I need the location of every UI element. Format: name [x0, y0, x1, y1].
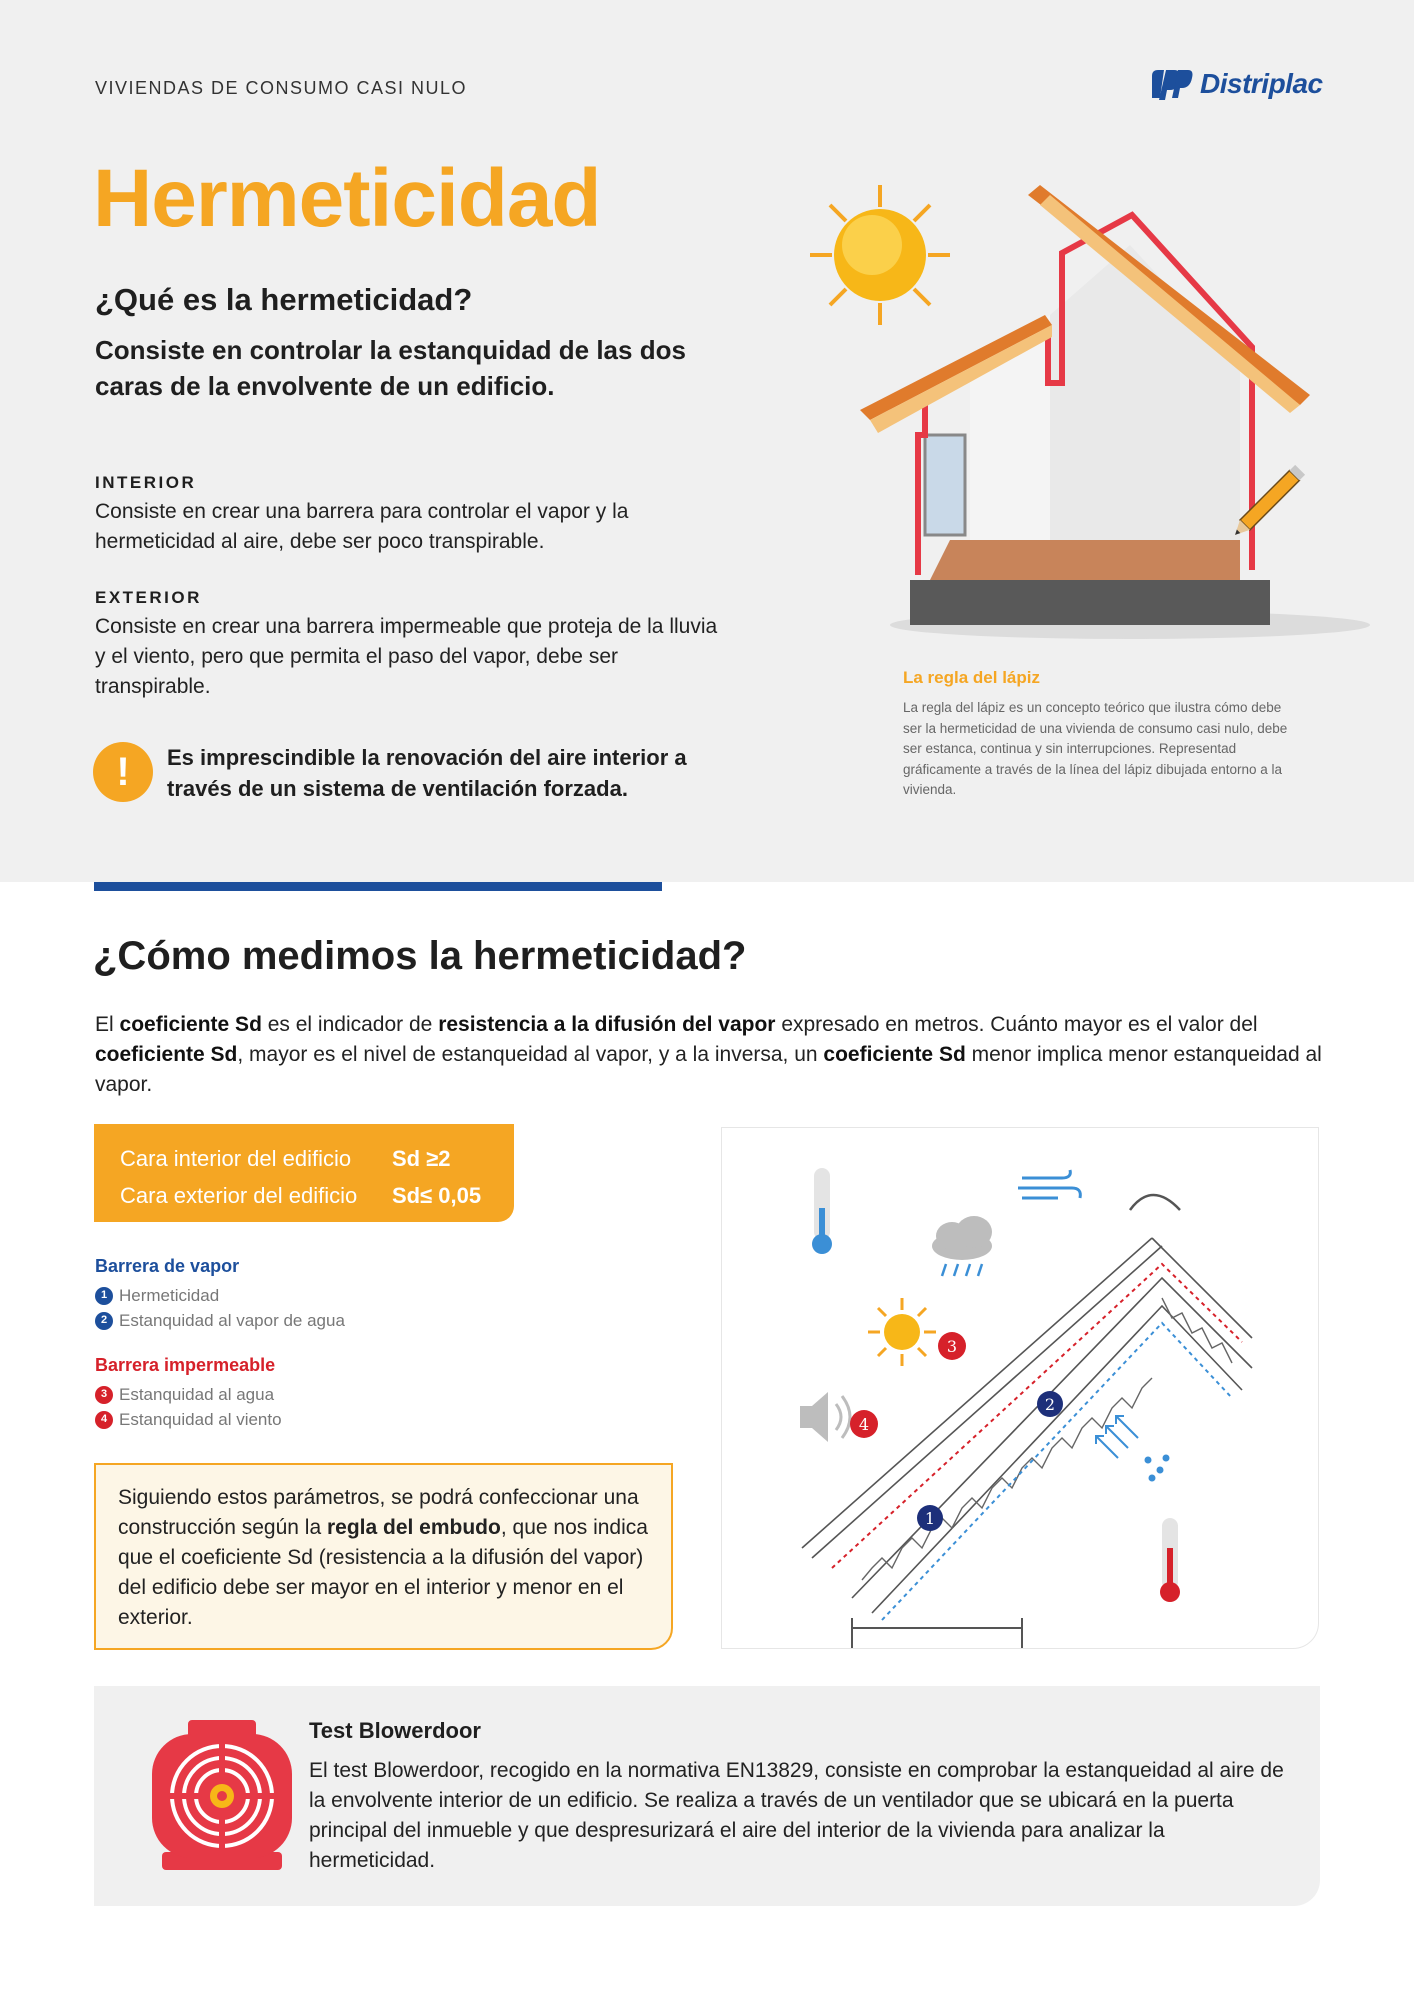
warning-text: Es imprescindible la renovación del aire interior a través de un sistema de ventilación forzada. — [167, 745, 687, 801]
logo-text: Distriplac — [1200, 68, 1323, 99]
thermometer-cold-icon — [812, 1168, 832, 1254]
vapor-barrier-title: Barrera de vapor — [95, 1256, 240, 1276]
pencil-rule-text: La regla del lápiz es un concepto teórico que ilustra cómo debe ser la hermeticidad de una vivienda de consumo casi nulo, debe ser estanca, continua y sin interrupciones. Representad gráficamente a través de la línea del lápiz dibujada entorno a la vivienda. — [903, 700, 1288, 797]
legend-item: 3 Estanquidad al agua — [95, 1382, 515, 1407]
sd-values-box — [94, 1124, 514, 1222]
svg-text:2: 2 — [1044, 1395, 1056, 1414]
measure-intro: El coeficiente Sd es el indicador de resistencia a la difusión del vapor expresado en metros. Cuánto mayor es el valor del coeficiente Sd, mayor es el nivel de estanqueidad al vapor, y a la inversa, un coeficiente Sd menor implica menor estanqueidad al vapor. — [95, 1013, 1322, 1096]
exterior-label: EXTERIOR — [95, 588, 202, 607]
roof-diagram-panel — [721, 1127, 1319, 1649]
vapor-arrows-icon — [1096, 1416, 1169, 1481]
pencil-rule-caption — [903, 668, 1303, 801]
roof-section-diagram — [722, 1128, 1320, 1650]
warning-callout — [93, 742, 733, 804]
house-illustration — [800, 185, 1370, 645]
vapor-barrier-legend — [95, 1256, 515, 1333]
blowerdoor-text: El test Blowerdoor, recogido en la normativa EN13829, consiste en comprobar la estanqueidad al aire de la envolvente interior de un edificio. Se realiza a través de un ventilador que se ubicará en la puerta principal del inmueble y que despresurizará el aire del interior de la vivienda para analizar la hermeticidad. — [309, 1759, 1284, 1872]
pencil-icon — [1230, 465, 1305, 540]
svg-text:3: 3 — [946, 1337, 958, 1356]
section-divider — [94, 882, 662, 891]
wind-icon — [1018, 1170, 1080, 1198]
exterior-section — [95, 588, 725, 702]
blowerdoor-title: Test Blowerdoor — [309, 1718, 481, 1743]
question-heading: ¿Qué es la hermeticidad? — [95, 282, 473, 317]
funnel-rule-box: Siguiendo estos parámetros, se podrá confeccionar una construcción según la regla del embudo, que nos indica que el coeficiente Sd (resistencia a la difusión del vapor) del edificio debe ser mayor en el interior y menor en el exterior. — [94, 1463, 673, 1650]
interior-section — [95, 473, 725, 557]
eyebrow: VIVIENDAS DE CONSUMO CASI NULO — [95, 78, 468, 98]
legend-item: 1 Hermeticidad — [95, 1283, 515, 1308]
waterproof-barrier-title: Barrera impermeable — [95, 1355, 276, 1375]
svg-text:1: 1 — [924, 1509, 936, 1528]
logo — [1150, 66, 1323, 102]
diagram-marker — [1037, 1391, 1063, 1417]
speaker-icon — [800, 1392, 850, 1442]
sun-icon — [810, 185, 950, 325]
diagram-marker — [917, 1505, 943, 1531]
waterproof-barrier-legend — [95, 1355, 515, 1432]
sd-row: Cara interior del edificio Sd ≥2 — [120, 1146, 451, 1171]
sun-small-icon — [868, 1298, 936, 1366]
pencil-rule-title: La regla del lápiz — [903, 668, 1040, 687]
legend-item: 2 Estanquidad al vapor de agua — [95, 1308, 515, 1333]
blowerdoor-section — [94, 1686, 1320, 1906]
interior-text: Consiste en crear una barrera para controlar el vapor y la hermeticidad al aire, debe ser poco transpirable. — [95, 500, 629, 553]
svg-text:4: 4 — [858, 1415, 870, 1434]
distriplac-logo-icon — [1150, 66, 1194, 102]
measure-heading: ¿Cómo medimos la hermeticidad? — [93, 934, 747, 978]
diagram-marker — [938, 1332, 966, 1360]
sd-row: Cara exterior del edificio Sd≤ 0,05 — [120, 1183, 482, 1208]
exclamation-icon: ! — [93, 742, 153, 802]
rain-cloud-icon — [932, 1216, 992, 1276]
blower-fan-icon — [142, 1720, 302, 1880]
exterior-text: Consiste en crear una barrera impermeable que proteja de la lluvia y el viento, pero que permita el paso del vapor, debe ser transpirable. — [95, 615, 718, 698]
lead-text: Consiste en controlar la estanquidad de las dos caras de la envolvente de un edificio. — [95, 335, 686, 401]
interior-label: INTERIOR — [95, 473, 197, 492]
legend-item: 4 Estanquidad al viento — [95, 1407, 515, 1432]
page-title: Hermeticidad — [93, 153, 601, 244]
ridge-cap-icon — [1130, 1195, 1180, 1210]
thermometer-hot-icon — [1160, 1518, 1180, 1602]
diagram-marker — [850, 1410, 878, 1438]
